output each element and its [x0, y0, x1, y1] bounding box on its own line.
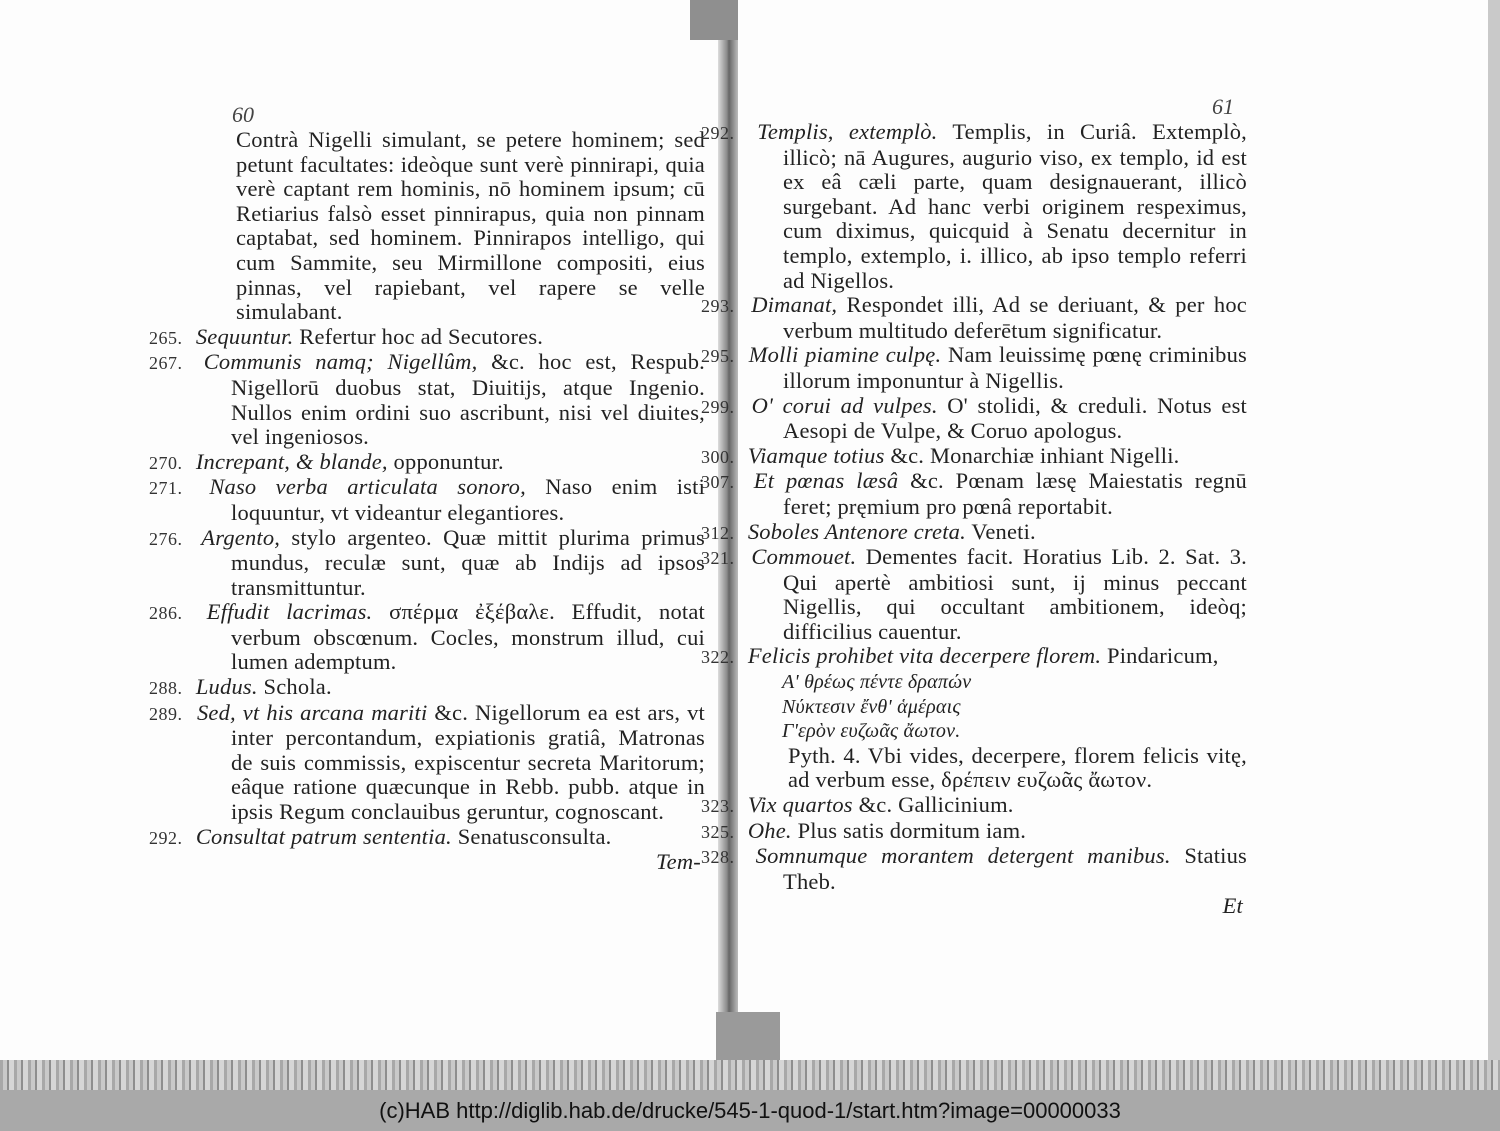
commentary-continuation: Pyth. 4. Vbi vides, decerpere, florem felicis vitę, ad verbum esse, δρέπειν ευζωᾶς ἄωτον.: [788, 742, 1247, 793]
entry-text: Veneti.: [971, 518, 1036, 544]
entry-text: Templis, in Curiâ. Extemplò, illicò; nā Augures, augurio viso, ex templo, id est ex eâ cæli parte, quam designauerant, illicò surgebant. Ad hanc verbi originem respeximus, cum diximus, quicquid à Senatu decernitur in templo, extemplo, i. illico, ab ipso templo referri ad Nigellos.: [783, 119, 1247, 293]
lemma: Somnumque morantem detergent manibus.: [755, 843, 1171, 869]
commentary-entry: [190, 675, 705, 701]
lemma: Molli piamine culpę.: [748, 342, 942, 368]
commentary-entry: [742, 520, 1247, 546]
commentary-entry: [190, 701, 705, 825]
commentary-entry: [742, 793, 1247, 819]
entry-text: Refertur hoc ad Secutores.: [299, 323, 544, 349]
entry-text: Naso enim isti loquuntur, vt videantur elegantiores.: [231, 474, 706, 525]
lemma: Consultat patrum sententia.: [195, 823, 452, 849]
entry-text: stylo argenteo. Quæ mittit plurima primus mundus, reculæ sunt, quæ ab Indijs ad ipsos transmittuntur.: [231, 524, 705, 600]
commentary-entry: [190, 600, 705, 675]
gutter-shadow-top: [690, 0, 738, 40]
commentary-entry: [742, 293, 1247, 343]
commentary-entry: [742, 469, 1247, 519]
lemma: Sed, vt his arcana mariti: [196, 699, 428, 725]
entry-text: &c. Pœnam læsę Maiestatis regnū feret; pręmium pro pœnâ reportabit.: [783, 468, 1248, 519]
entry-text: opponuntur.: [393, 448, 504, 474]
entry-text: Dementes facit. Horatius Lib. 2. Sat. 3. Qui apertè ambitiosi sunt, ij minus peccant Nigellis, qui occultant ambitionem, ideòq; difficilius cauentur.: [783, 544, 1247, 644]
commentary-entry: [742, 444, 1247, 470]
commentary-entry: [190, 350, 705, 449]
lemma: Soboles Antenore creta.: [747, 518, 966, 544]
left-page-number: 60: [232, 102, 254, 127]
lemma: Vix quartos: [747, 792, 853, 818]
lemma: O' corui ad vulpes.: [751, 392, 938, 418]
entry-text: &c. hoc est, Respub. Nigellorū duobus stat, Diuitijs, atque Ingenio. Nullos enim ordini suo ascribunt, nisi vel diuites, vel ingeniosos.: [231, 349, 706, 450]
entry-text: Schola.: [263, 674, 332, 700]
right-page-number: 61: [1212, 94, 1234, 119]
commentary-entry: [190, 128, 705, 325]
commentary-entry: [190, 450, 705, 476]
entry-text: Senatusconsulta.: [457, 823, 612, 849]
commentary-entry: [190, 475, 705, 525]
commentary-entry: [742, 343, 1247, 393]
entry-text: O' stolidi, & creduli. Notus est Aesopi de Vulpe, & Coruo apologus.: [783, 392, 1248, 444]
left-page-text: [190, 128, 705, 875]
commentary-entry: [742, 644, 1247, 670]
commentary-entry: [190, 526, 705, 601]
greek-quotation-line: Νύκτεσιν ἔνθ' ἁμέραις: [782, 695, 961, 718]
lemma: Sequuntur.: [195, 323, 294, 349]
right-page-text: [742, 120, 1247, 919]
lemma: Increpant, & blande,: [195, 448, 388, 474]
entry-text: Statius Theb.: [783, 843, 1248, 894]
lemma: Ohe.: [747, 817, 792, 843]
entry-text: &c. Monarchiæ inhiant Nigelli.: [890, 442, 1180, 468]
lemma: Naso verba articulata sonoro,: [209, 474, 526, 500]
commentary-entry: [190, 325, 705, 351]
catchword: Tem-: [656, 849, 701, 875]
lemma: Felicis prohibet vita decerpere florem.: [747, 643, 1102, 669]
commentary-entry: [742, 819, 1247, 845]
page-edges-bottom: [0, 1060, 1500, 1090]
entry-text: Nam leuissimę pœnę criminibus illorum imponuntur à Nigellis.: [783, 342, 1247, 393]
entry-text: &c. Gallicinium.: [858, 792, 1014, 818]
catchword: Et: [1222, 893, 1243, 919]
lemma: Commouet.: [751, 544, 857, 570]
greek-quotation-line: Γ'ερὸν ευζωᾶς ἄωτον.: [782, 720, 961, 743]
book-gutter: [718, 0, 738, 1090]
lemma: Viamque totius: [747, 442, 885, 468]
entry-text: Contrà Nigelli simulant, se petere hominem; sed petunt facultates: ideòque sunt verè pinnirapi, quia verè captant rem hominis, nō hominem ipsum; cū Retiarius falsò esset pinnirapus, quia non pinnam captabat, sed hominem. Pinnirapos intelligo, qui cum Sammite, seu Mirmillone compositi, eius pinnas, vel rapiebant, vel rapere se velle simulabant.: [236, 127, 705, 325]
lemma: Templis, extemplò.: [757, 119, 938, 144]
lemma: Dimanat,: [751, 292, 838, 318]
entry-text: Pindaricum,: [1106, 643, 1219, 669]
lemma: Ludus.: [195, 674, 258, 700]
entry-text: Respondet illi, Ad se deriuant, & per hoc verbum multitudo deferētum significatur.: [783, 292, 1247, 343]
commentary-entry: [742, 844, 1247, 894]
entry-text: σπέρμα ἐξέβαλε. Effudit, notat verbum obscœnum. Cocles, monstrum illud, cui lumen ademptum.: [231, 599, 705, 675]
lemma: Communis namq; Nigellûm,: [203, 349, 478, 375]
commentary-entry: [742, 545, 1247, 644]
lemma: Effudit lacrimas.: [206, 599, 373, 625]
copyright-credit: (c)HAB http://diglib.hab.de/drucke/545-1-quod-1/start.htm?image=00000033: [379, 1098, 1121, 1123]
footer-bar: [0, 1090, 1500, 1131]
commentary-entry: [742, 120, 1247, 293]
commentary-entry: [190, 825, 705, 851]
page-edge-right: [1488, 0, 1500, 1063]
lemma: Argento,: [201, 524, 281, 550]
commentary-entry: [742, 394, 1247, 444]
lemma: Et pœnas læsâ: [753, 468, 899, 494]
entry-text: Plus satis dormitum iam.: [797, 817, 1027, 843]
greek-quotation-line: Α' θρέως πέντε δραπών: [782, 671, 972, 694]
entry-text: &c. Nigellorum ea est ars, vt inter percontandum, expiationis gratiâ, Matronas de suis commissis, expiscentur secreta Maritorum; eâque ratione quæcunque in Rebb. pubb. atque in ipsis Regum conclauibus geruntur, cognoscant.: [231, 699, 705, 825]
